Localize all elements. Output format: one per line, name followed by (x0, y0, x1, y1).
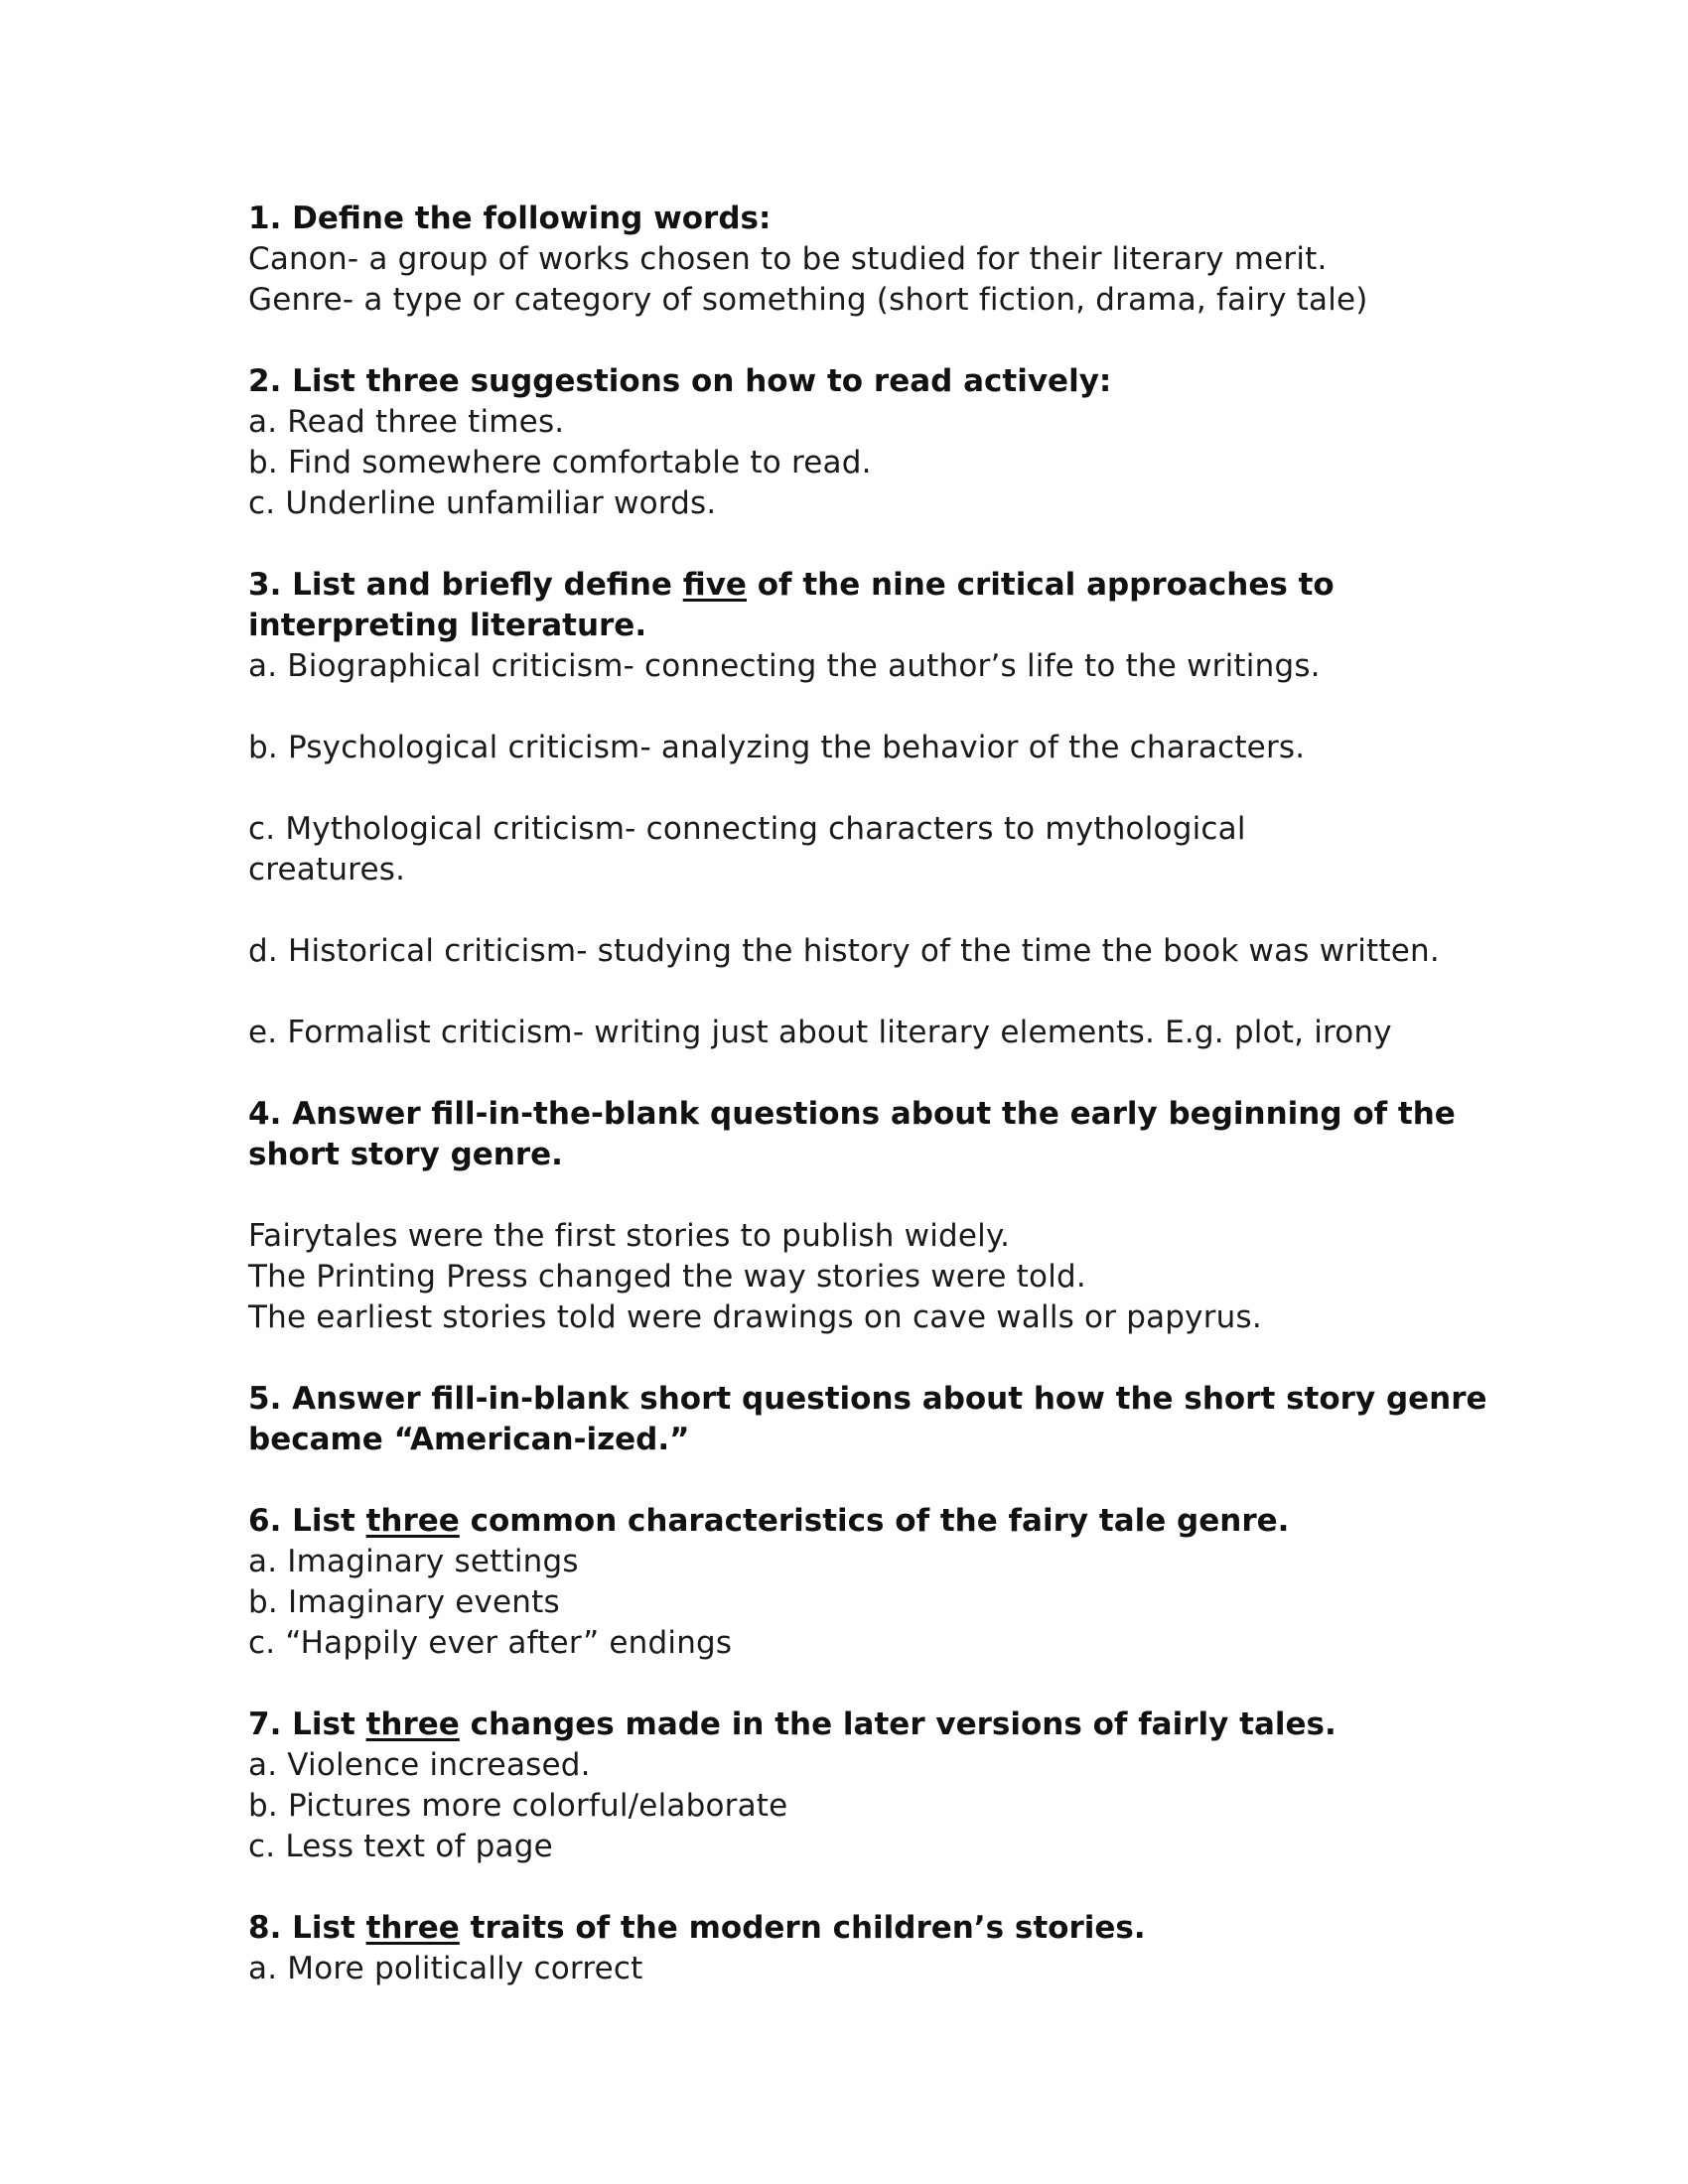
spacer (248, 321, 1489, 361)
heading-text: of the nine critical approaches to interpreting literature. (248, 567, 1345, 643)
answer-line: c. Less text of page (248, 1829, 553, 1864)
answer-line: a. Imaginary settings (248, 1544, 579, 1579)
answer-line: b. Find somewhere comfortable to read. (248, 445, 872, 480)
spacer (248, 890, 1489, 931)
underlined-word: five (682, 567, 747, 603)
question-7-heading (248, 1705, 1489, 1745)
underlined-word: three (365, 1706, 460, 1742)
answer-line: a. Read three times. (248, 404, 565, 440)
answer-line: Genre- a type or category of something (short fiction, drama, fairy tale) (248, 282, 1368, 318)
spacer (248, 1867, 1489, 1908)
answer-line: Canon- a group of works chosen to be studied for their literary merit. (248, 241, 1328, 277)
answer-line: The Printing Press changed the way stories were told. (248, 1259, 1086, 1295)
question-4-heading: 4. Answer fill-in-the-blank questions about the early beginning of the short story genre. (248, 1096, 1467, 1172)
question-6-heading (248, 1501, 1489, 1542)
question-8-heading (248, 1908, 1489, 1949)
spacer (248, 972, 1489, 1013)
spacer (248, 1175, 1489, 1216)
spacer (248, 687, 1489, 728)
answer-line: c. Mythological criticism- connecting characters to mythological creatures. (248, 811, 1246, 887)
answer-line: c. Underline unfamiliar words. (248, 485, 717, 521)
underlined-word: three (365, 1910, 460, 1946)
spacer (248, 1460, 1489, 1501)
spacer (248, 524, 1489, 565)
heading-text: 8. List (248, 1910, 366, 1946)
answer-line: b. Pictures more colorful/elaborate (248, 1788, 788, 1824)
question-1-heading: 1. Define the following words: (248, 201, 772, 236)
answer-line: a. Biographical criticism- connecting the author’s life to the writings. (248, 648, 1321, 684)
spacer (248, 768, 1489, 809)
question-3-heading (248, 565, 1489, 646)
answer-line: The earliest stories told were drawings on cave walls or papyrus. (248, 1299, 1262, 1335)
heading-text: changes made in the later versions of fairly tales. (459, 1706, 1336, 1742)
answer-line: c. “Happily ever after” endings (248, 1625, 733, 1661)
answer-line: a. Violence increased. (248, 1747, 591, 1783)
answer-line: e. Formalist criticism- writing just about literary elements. E.g. plot, irony (248, 1015, 1392, 1050)
heading-text: traits of the modern children’s stories. (459, 1910, 1146, 1946)
answer-line: b. Imaginary events (248, 1584, 560, 1620)
answer-line: b. Psychological criticism- analyzing the behavior of the characters. (248, 730, 1306, 765)
question-5-heading: 5. Answer fill-in-blank short questions about how the short story genre became “American-ized.” (248, 1381, 1498, 1457)
underlined-word: three (365, 1503, 460, 1539)
spacer (248, 1338, 1489, 1379)
heading-text: 7. List (248, 1706, 366, 1742)
heading-text: common characteristics of the fairy tale genre. (459, 1503, 1290, 1539)
worksheet-page (248, 199, 1498, 1989)
answer-line: a. More politically correct (248, 1951, 643, 1986)
spacer (248, 1053, 1489, 1094)
heading-text: 3. List and briefly define (248, 567, 683, 603)
heading-text: 6. List (248, 1503, 366, 1539)
answer-line: d. Historical criticism- studying the history of the time the book was written. (248, 933, 1440, 969)
spacer (248, 1664, 1489, 1705)
question-2-heading: 2. List three suggestions on how to read actively: (248, 363, 1112, 399)
answer-line: Fairytales were the first stories to publish widely. (248, 1218, 1011, 1254)
